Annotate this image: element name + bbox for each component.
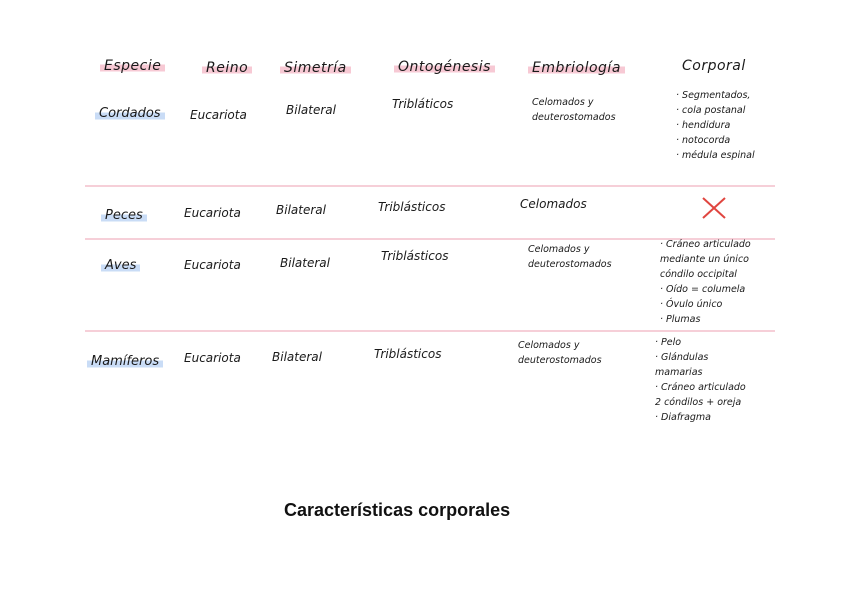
list-item: mediante un único xyxy=(660,254,749,265)
header-embriologia: Embriología xyxy=(528,60,625,76)
list-item: mamarias xyxy=(655,367,703,378)
header-corporal: Corporal xyxy=(682,58,746,74)
list-item: · Segmentados, xyxy=(676,90,751,101)
embriologia-line: Celomados y xyxy=(528,244,590,255)
header-simetria: Simetría xyxy=(280,60,351,76)
embriologia-peces: Celomados xyxy=(520,197,587,211)
list-item: 2 cóndilos + oreja xyxy=(655,397,742,408)
embriologia-line: deuterostomados xyxy=(518,355,602,366)
reino-peces: Eucariota xyxy=(184,206,241,220)
species-peces: Peces xyxy=(101,208,147,223)
ontogenesis-aves: Triblásticos xyxy=(381,249,449,263)
header-reino: Reino xyxy=(202,60,252,76)
embriologia-cordados xyxy=(532,95,616,125)
header-ontogenesis: Ontogénesis xyxy=(394,59,495,75)
row-divider xyxy=(85,185,775,187)
simetria-aves: Bilateral xyxy=(280,256,330,270)
list-item: · Oído = columela xyxy=(660,284,746,295)
embriologia-line: deuterostomados xyxy=(528,259,612,270)
list-item: · cola postanal xyxy=(676,105,746,116)
list-item: · Cráneo articulado xyxy=(660,239,751,250)
species-mamiferos: Mamíferos xyxy=(87,354,163,369)
list-item: · Diafragma xyxy=(655,412,711,423)
header-especie: Especie xyxy=(100,58,165,74)
ontogenesis-cordados: Tribláticos xyxy=(392,97,454,111)
species-cordados: Cordados xyxy=(95,106,165,121)
reino-aves: Eucariota xyxy=(184,258,241,272)
ontogenesis-mamiferos: Triblásticos xyxy=(374,347,442,361)
list-item: · Óvulo único xyxy=(660,299,723,310)
list-item: · hendidura xyxy=(676,120,731,131)
embriologia-line: Celomados y xyxy=(532,97,594,108)
ontogenesis-peces: Triblásticos xyxy=(378,200,446,214)
simetria-peces: Bilateral xyxy=(276,203,326,217)
list-item: cóndilo occipital xyxy=(660,269,737,280)
species-aves: Aves xyxy=(101,258,140,273)
reino-mamiferos: Eucariota xyxy=(184,351,241,365)
simetria-mamiferos: Bilateral xyxy=(272,350,322,364)
list-item: · Cráneo articulado xyxy=(655,382,746,393)
list-item: · médula espinal xyxy=(676,150,755,161)
page-caption: Características corporales xyxy=(284,500,511,520)
embriologia-line: Celomados y xyxy=(518,340,580,351)
embriologia-mamiferos xyxy=(518,338,602,368)
embriologia-aves xyxy=(528,242,612,272)
list-item: · notocorda xyxy=(676,135,731,146)
list-item: · Pelo xyxy=(655,337,682,348)
corporal-mamiferos xyxy=(655,335,746,425)
corporal-aves xyxy=(660,237,751,327)
row-divider xyxy=(85,330,775,332)
reino-cordados: Eucariota xyxy=(190,108,247,122)
cross-icon xyxy=(700,195,728,221)
corporal-cordados xyxy=(676,88,755,163)
embriologia-line: deuterostomados xyxy=(532,112,616,123)
simetria-cordados: Bilateral xyxy=(286,103,336,117)
list-item: · Glándulas xyxy=(655,352,709,363)
list-item: · Plumas xyxy=(660,314,701,325)
